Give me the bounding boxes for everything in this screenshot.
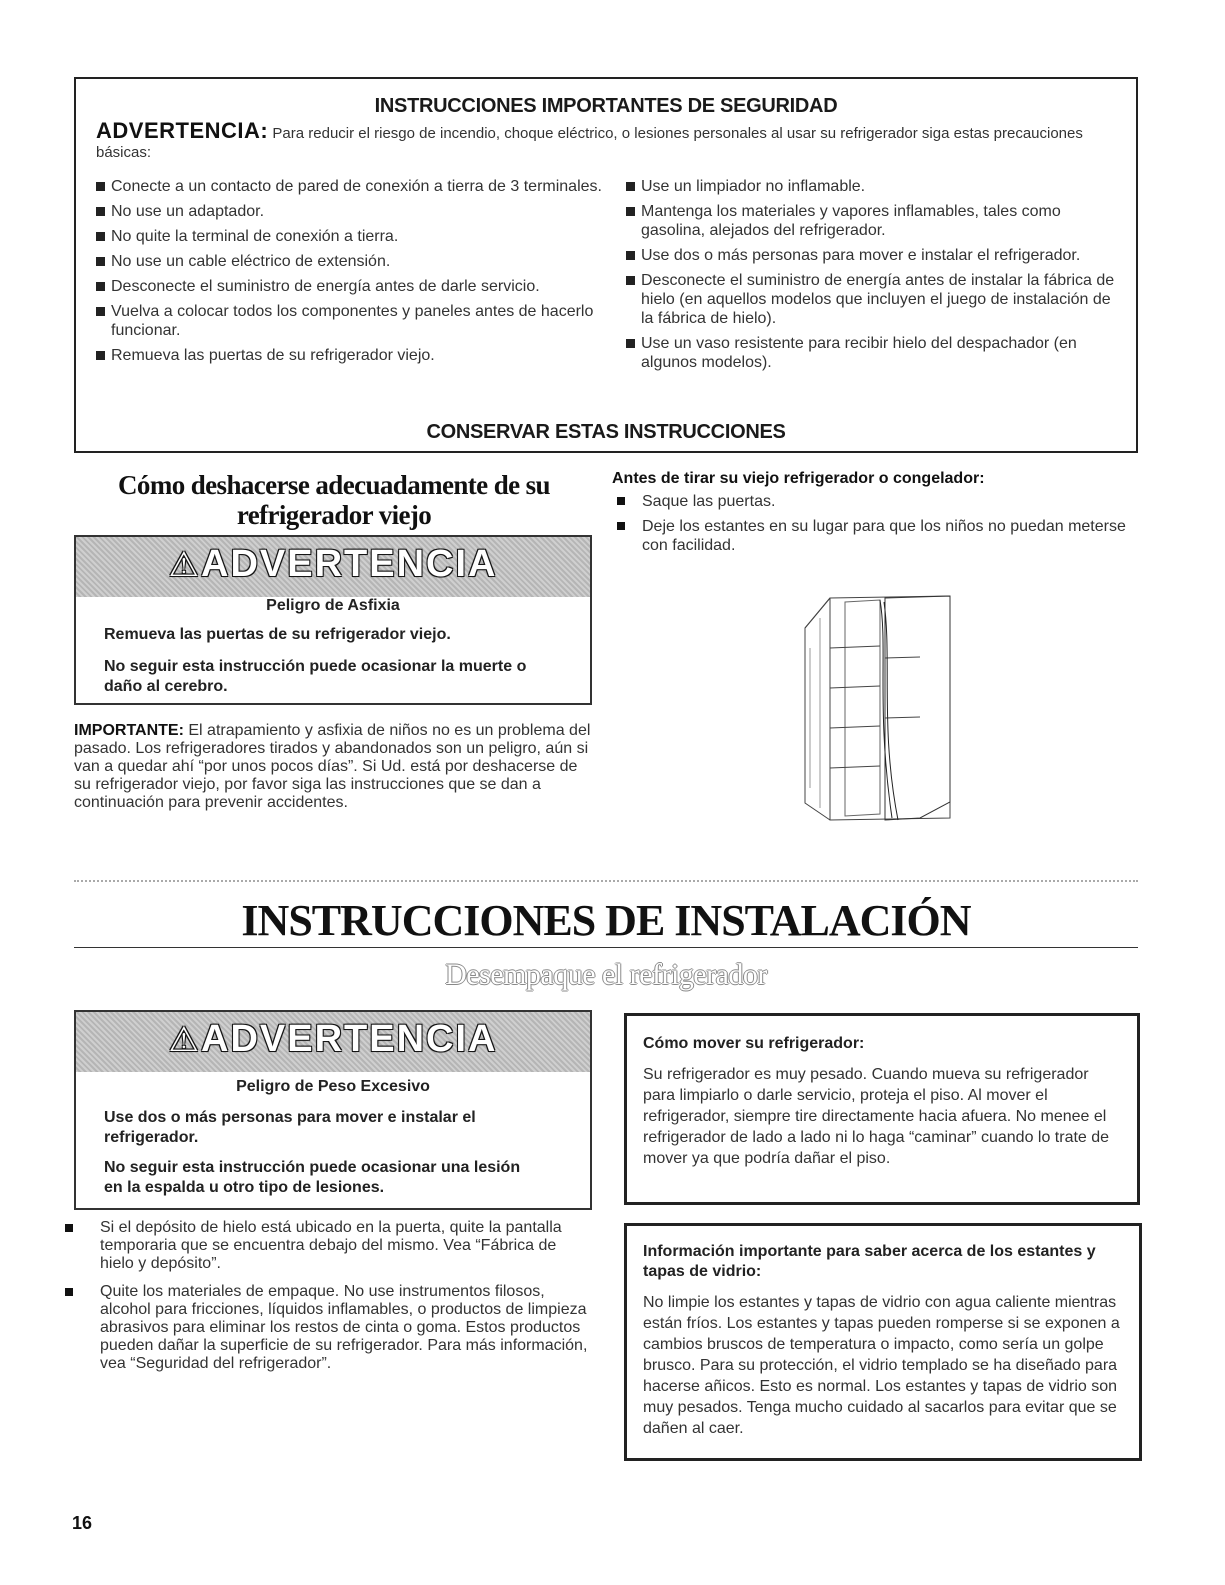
bullet-icon — [96, 207, 105, 216]
warning-triangle-icon: ⚠ — [168, 1021, 201, 1059]
list-item: Desconecte el suministro de energía antes de instalar la fábrica de hielo (en aquellos modelos que incluyen el juego de instalación de la fábrica de hielo). — [626, 271, 1126, 328]
safety-list-left — [96, 177, 616, 371]
warning-line-1: Remueva las puertas de su refrigerador viejo. — [104, 626, 451, 643]
safety-instructions-box — [74, 77, 1138, 453]
bullet-icon — [96, 257, 105, 266]
glass-shelves-panel — [624, 1223, 1142, 1461]
list-item: Desconecte el suministro de energía antes de darle servicio. — [96, 277, 616, 296]
important-label: IMPORTANTE: — [74, 722, 184, 739]
section-divider — [74, 880, 1138, 882]
bullet-icon — [626, 276, 635, 285]
warning-line-2: No seguir esta instrucción puede ocasionar la muerte o daño al cerebro. — [104, 658, 527, 695]
list-item: Use dos o más personas para mover e instalar el refrigerador. — [626, 246, 1126, 265]
before-disposal-list — [612, 492, 1152, 555]
panel-title: Información importante para saber acerca de los estantes y tapas de vidrio: — [643, 1243, 1096, 1280]
panel-title: Cómo mover su refrigerador: — [643, 1035, 865, 1052]
warning-header — [76, 1012, 590, 1072]
list-item: Use un vaso resistente para recibir hielo del despachador (en algunos modelos). — [626, 334, 1126, 372]
bullet-icon — [626, 182, 635, 191]
unpack-list — [60, 1219, 590, 1373]
list-item: Conecte a un contacto de pared de conexión a tierra de 3 terminales. — [96, 177, 616, 196]
unpack-subtitle: Desempaque el refrigerador — [445, 958, 767, 991]
bullet-icon — [65, 1224, 73, 1232]
warning-label: ⚠ADVERTENCIA — [168, 1018, 498, 1060]
list-item: Deje los estantes en su lugar para que los niños no puedan meterse con facilidad. — [612, 517, 1152, 555]
before-disposal-title: Antes de tirar su viejo refrigerador o congelador: — [612, 470, 985, 487]
bullet-icon — [626, 339, 635, 348]
list-item: Vuelva a colocar todos los componentes y paneles antes de hacerlo funcionar. — [96, 302, 616, 340]
warning-box-weight — [74, 1010, 592, 1210]
list-item: Remueva las puertas de su refrigerador viejo. — [96, 346, 616, 365]
bullet-icon — [96, 282, 105, 291]
list-item: Si el depósito de hielo está ubicado en la puerta, quite la pantalla temporaria que se encuentra debajo del mismo. Vea “Fábrica de hielo y depósito”. — [60, 1219, 590, 1273]
bullet-icon — [96, 232, 105, 241]
warning-subtitle: Peligro de Asfixia — [266, 597, 400, 614]
list-item: No use un cable eléctrico de extensión. — [96, 252, 616, 271]
panel-body: No limpie los estantes y tapas de vidrio con agua caliente mientras están fríos. Los estantes y tapas pueden romperse si se exponen a cambios bruscos de temperatura o impacto, como sería un golpe brusco. Para su protección, el vidrio templado se ha diseñado para hacerse añicos. Esto es normal. Los estantes y tapas de vidrio son muy pesados. Tenga mucho cuidado al sacarlos para evitar que se dañen al caer. — [643, 1294, 1120, 1437]
warning-label: ⚠ADVERTENCIA — [168, 543, 498, 585]
list-item: No use un adaptador. — [96, 202, 616, 221]
list-item: Saque las puertas. — [612, 492, 1152, 511]
title-underline — [74, 947, 1138, 948]
bullet-icon — [96, 182, 105, 191]
list-item: Quite los materiales de empaque. No use instrumentos filosos, alcohol para fricciones, líquidos inflamables, o productos de limpieza abrasivos para eliminar los restos de cinta o goma. Estos productos pueden dañar la superficie de su refrigerador. Para más información, vea “Seguridad del refrigerador”. — [60, 1283, 590, 1373]
bullet-icon — [96, 351, 105, 360]
list-item: Mantenga los materiales y vapores inflamables, tales como gasolina, alejados del refrigerador. — [626, 202, 1126, 240]
safety-footer: CONSERVAR ESTAS INSTRUCCIONES — [426, 421, 786, 443]
installation-title: INSTRUCCIONES DE INSTALACIÓN — [241, 896, 971, 945]
panel-body: Su refrigerador es muy pesado. Cuando mueva su refrigerador para limpiarlo o darle servicio, proteja el piso. Al mover el refrigerador, siempre tire directamente hacia afuera. No menee el refrigerador de lado a lado ni lo haga “caminar” cuando lo trate de mover ya que podría dañar el piso. — [643, 1066, 1110, 1167]
bullet-icon — [96, 307, 105, 316]
moving-refrigerator-panel — [624, 1013, 1140, 1205]
warning-line-2: No seguir esta instrucción puede ocasionar una lesión en la espalda u otro tipo de lesiones. — [104, 1159, 521, 1196]
unpack-steps — [60, 1219, 590, 1383]
safety-list-right — [626, 177, 1126, 378]
bullet-icon — [626, 251, 635, 260]
safety-intro-text: Para reducir el riesgo de incendio, choque eléctrico, o lesiones personales al usar su refrigerador siga estas precauciones básicas: — [96, 125, 1083, 161]
bullet-icon — [617, 522, 625, 530]
bullet-icon — [626, 207, 635, 216]
page-number: 16 — [72, 1513, 93, 1533]
refrigerator-without-doors-illustration — [800, 588, 970, 828]
warning-box-asphyxia — [74, 535, 592, 705]
safety-intro — [96, 118, 1116, 162]
disposal-title: Cómo deshacerse adecuadamente de su refrigerador viejo — [118, 470, 550, 530]
safety-title: INSTRUCCIONES IMPORTANTES DE SEGURIDAD — [374, 95, 838, 117]
important-text: El atrapamiento y asfixia de niños no es un problema del pasado. Los refrigeradores tirados y abandonados son un peligro, aún si van a quedar ahí “por unos pocos días”. Si Ud. está por deshacerse de su refrigerador viejo, por favor siga las instrucciones que se dan a continuación para prevenir accidentes. — [74, 722, 591, 811]
warning-subtitle: Peligro de Peso Excesivo — [236, 1078, 430, 1095]
before-disposal-block — [612, 470, 1152, 561]
warning-word: ADVERTENCIA: — [96, 118, 269, 143]
warning-header — [76, 537, 590, 597]
warning-triangle-icon: ⚠ — [168, 546, 201, 584]
bullet-icon — [65, 1288, 73, 1296]
bullet-icon — [617, 497, 625, 505]
list-item: Use un limpiador no inflamable. — [626, 177, 1126, 196]
important-note — [74, 722, 594, 812]
list-item: No quite la terminal de conexión a tierra. — [96, 227, 616, 246]
warning-line-1: Use dos o más personas para mover e instalar el refrigerador. — [104, 1109, 476, 1146]
